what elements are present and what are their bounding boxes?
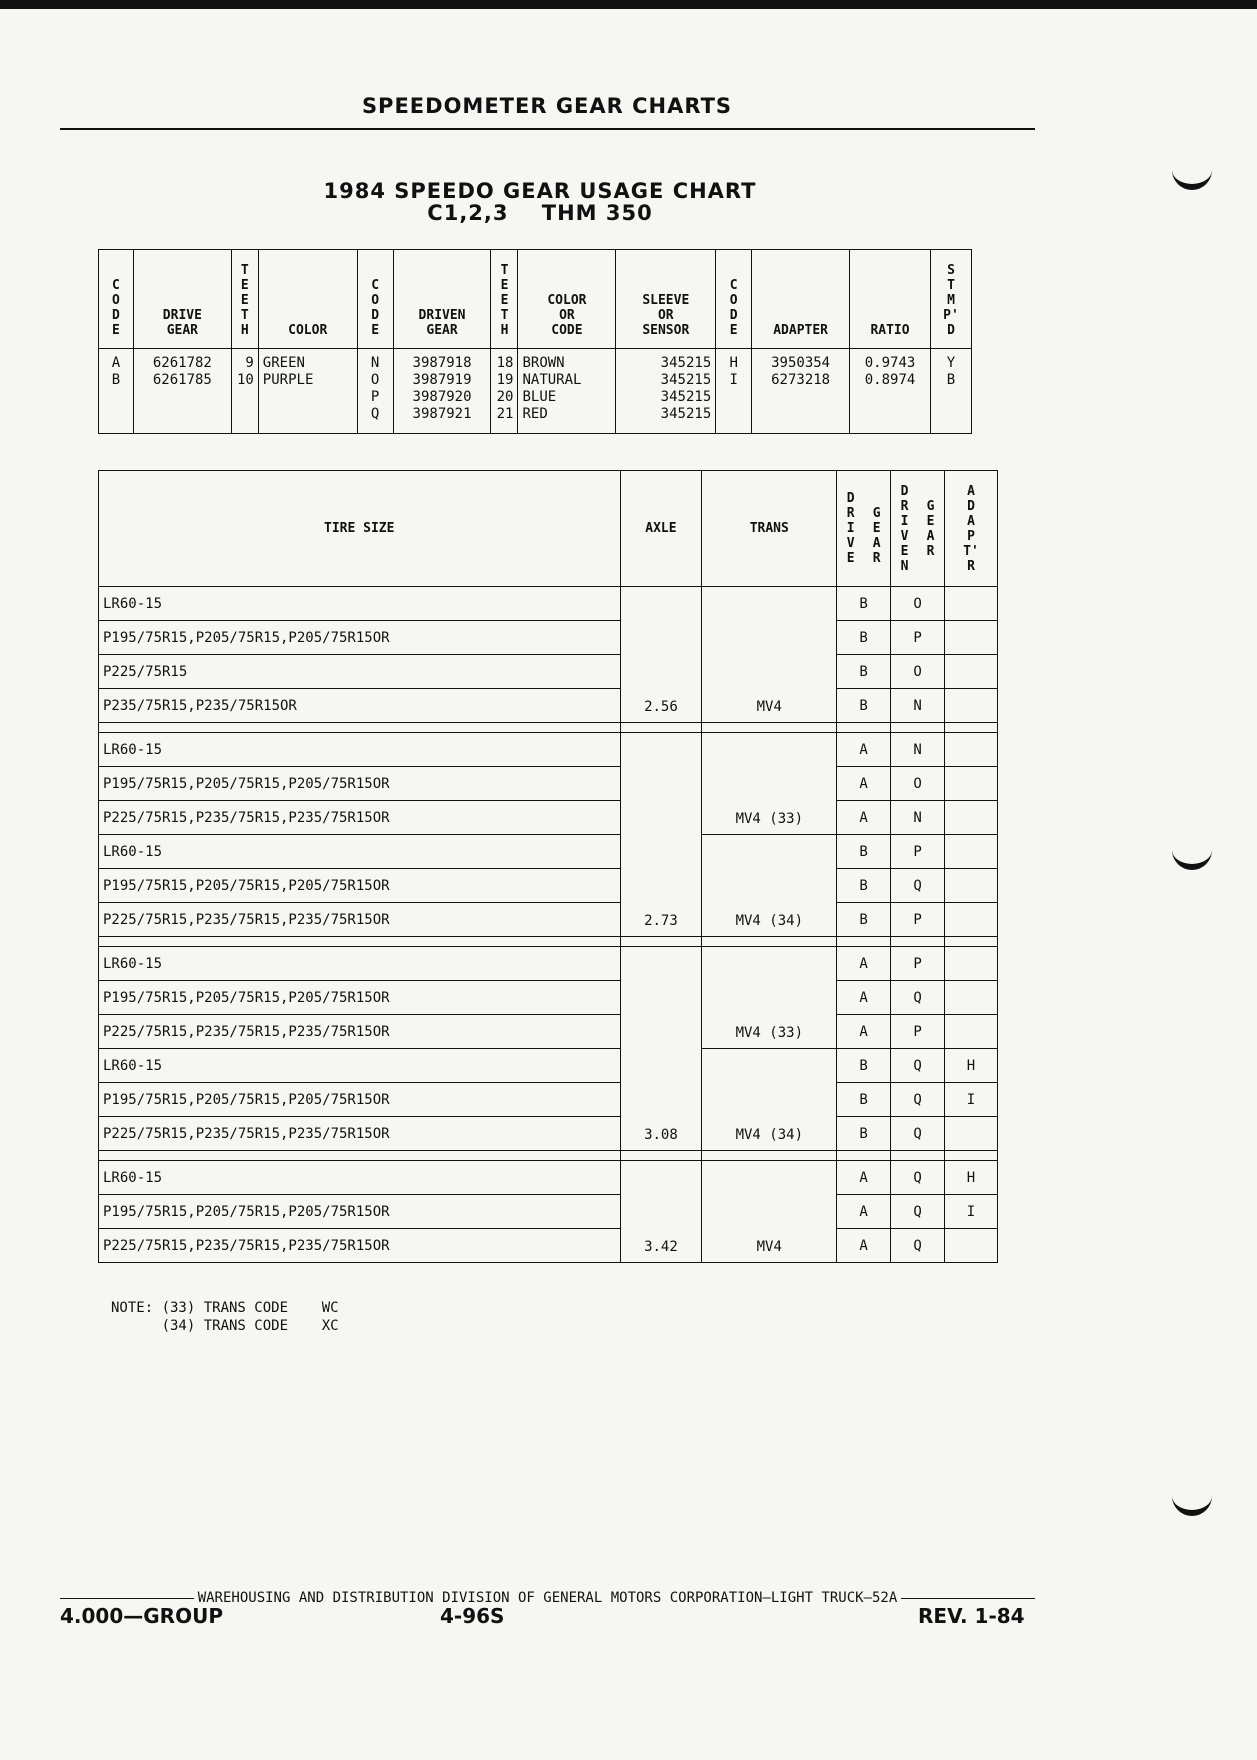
trans-cell: MV4 (34) xyxy=(702,1049,837,1151)
footer-revision: REV. 1-84 xyxy=(918,1604,1025,1628)
tire-size-cell: LR60-15 xyxy=(99,835,621,869)
driven-gear-cell: P xyxy=(891,947,945,981)
drive-gear-cell: B xyxy=(837,835,891,869)
adapter-cell xyxy=(945,947,998,981)
adapter-cell xyxy=(945,1117,998,1151)
header-adapter: ADAPTER xyxy=(752,250,850,349)
drive-gear-cell: B xyxy=(837,1117,891,1151)
tire-size-cell: P195/75R15,P205/75R15,P205/75R15OR xyxy=(99,1083,621,1117)
drive-teeth-cell: 9 10 xyxy=(231,349,258,434)
footer-page-number: 4-96S xyxy=(440,1604,505,1628)
binder-ring-mark xyxy=(1172,1488,1212,1516)
footer-group: 4.000—GROUP xyxy=(60,1604,223,1628)
binder-ring-mark xyxy=(1172,842,1212,870)
driven-gear-cell: Q xyxy=(891,1195,945,1229)
header-driven-gear: DRIVEN GEAR xyxy=(393,250,491,349)
driven-gear-cell: P xyxy=(891,903,945,937)
trans-cell: MV4 xyxy=(702,587,837,723)
header-ratio: RATIO xyxy=(850,250,931,349)
driven-gear-cell: N xyxy=(891,733,945,767)
header-tire-size: TIRE SIZE xyxy=(99,471,621,587)
driven-teeth-cell: 18 19 20 21 xyxy=(491,349,518,434)
table-row xyxy=(99,1083,998,1117)
tire-usage-table xyxy=(98,470,998,1263)
table-row xyxy=(99,587,998,621)
page-title: SPEEDOMETER GEAR CHARTS xyxy=(361,94,733,118)
axle-cell: 2.56 xyxy=(620,587,702,723)
ratios-cell: 0.9743 0.8974 xyxy=(850,349,931,434)
drive-gear-cell: A xyxy=(837,733,891,767)
tire-size-cell: LR60-15 xyxy=(99,1161,621,1195)
header-stmpd: S T M P' D xyxy=(930,250,971,349)
table-row xyxy=(99,1161,998,1195)
adapter-cell xyxy=(945,1229,998,1263)
driven-gear-cell: Q xyxy=(891,1229,945,1263)
drive-gear-cell: B xyxy=(837,1049,891,1083)
header-drive-gear: DRIVE GEAR xyxy=(133,250,231,349)
adapter-cell xyxy=(945,655,998,689)
header-driven-gear-word1: D R I V E N xyxy=(900,483,909,574)
drive-gear-cell: B xyxy=(837,689,891,723)
table-row xyxy=(99,767,998,801)
driven-gear-cell: Q xyxy=(891,1083,945,1117)
tire-size-cell: P225/75R15,P235/75R15,P235/75R15OR xyxy=(99,801,621,835)
tire-size-cell: P225/75R15,P235/75R15,P235/75R15OR xyxy=(99,1015,621,1049)
adapter-cell xyxy=(945,981,998,1015)
driven-gear-cell: O xyxy=(891,655,945,689)
chart-title: 1984 SPEEDO GEAR USAGE CHART xyxy=(323,179,757,203)
tire-size-cell: P195/75R15,P205/75R15,P205/75R15OR xyxy=(99,621,621,655)
header-color-or-code: COLOR OR CODE xyxy=(518,250,616,349)
table-row xyxy=(99,689,998,723)
chart-subtitle: C1,2,3 THM 350 xyxy=(427,201,653,225)
header-driven-gear xyxy=(891,471,945,587)
trans-cell: MV4 (33) xyxy=(702,733,837,835)
drive-gear-cell: A xyxy=(837,801,891,835)
tire-size-cell: P195/75R15,P205/75R15,P205/75R15OR xyxy=(99,981,621,1015)
drive-gear-cell: A xyxy=(837,1161,891,1195)
table-row xyxy=(99,655,998,689)
adapter-cell xyxy=(945,801,998,835)
header-rule xyxy=(60,128,1035,130)
group-spacer xyxy=(99,723,998,733)
driven-gear-cell: P xyxy=(891,621,945,655)
gear-table-header xyxy=(99,250,972,349)
axle-cell: 3.08 xyxy=(620,947,702,1151)
trans-code-note: NOTE: (33) TRANS CODE WC (34) TRANS CODE XC xyxy=(111,1300,339,1334)
tire-size-cell: P225/75R15,P235/75R15,P235/75R15OR xyxy=(99,1229,621,1263)
tire-table-header xyxy=(99,471,998,587)
adapter-cell xyxy=(945,689,998,723)
tire-size-cell: P225/75R15,P235/75R15,P235/75R15OR xyxy=(99,903,621,937)
tire-size-cell: P225/75R15 xyxy=(99,655,621,689)
tire-size-cell: LR60-15 xyxy=(99,587,621,621)
drive-gear-cell: B xyxy=(837,655,891,689)
driven-gear-cell: O xyxy=(891,587,945,621)
header-code: C O D E xyxy=(716,250,752,349)
adapter-cell: H xyxy=(945,1049,998,1083)
sleeves-cell: 345215 345215 345215 345215 xyxy=(616,349,716,434)
driven-gear-cell: P xyxy=(891,835,945,869)
driven-gears-cell: 3987918 3987919 3987920 3987921 xyxy=(393,349,491,434)
header-code: C O D E xyxy=(99,250,134,349)
table-row xyxy=(99,869,998,903)
table-row xyxy=(99,733,998,767)
adapter-codes-cell: H I xyxy=(716,349,752,434)
header-sleeve-or-sensor: SLEEVE OR SENSOR xyxy=(616,250,716,349)
table-row xyxy=(99,1229,998,1263)
tire-size-cell: LR60-15 xyxy=(99,733,621,767)
table-row xyxy=(99,903,998,937)
drive-gear-cell: A xyxy=(837,981,891,1015)
driven-gear-cell: O xyxy=(891,767,945,801)
drive-gear-cell: B xyxy=(837,869,891,903)
driven-gear-cell: Q xyxy=(891,1161,945,1195)
adapters-cell: 3950354 6273218 xyxy=(752,349,850,434)
header-driven-gear-word2: G E A R xyxy=(926,498,935,559)
table-row xyxy=(99,801,998,835)
header-teeth: T E E T H xyxy=(231,250,258,349)
adapter-cell: H xyxy=(945,1161,998,1195)
driven-gear-cell: Q xyxy=(891,869,945,903)
table-row xyxy=(99,1015,998,1049)
header-adapter: A D A P T' R xyxy=(945,471,998,587)
drive-gear-cell: A xyxy=(837,1229,891,1263)
tire-size-cell: P195/75R15,P205/75R15,P205/75R15OR xyxy=(99,869,621,903)
driven-gear-cell: Q xyxy=(891,981,945,1015)
drive-gear-cell: B xyxy=(837,903,891,937)
group-spacer xyxy=(99,1151,998,1161)
table-row xyxy=(99,1117,998,1151)
table-row xyxy=(99,981,998,1015)
drive-colors-cell: GREEN PURPLE xyxy=(258,349,357,434)
adapter-cell xyxy=(945,835,998,869)
driven-gear-cell: N xyxy=(891,801,945,835)
driven-gear-cell: P xyxy=(891,1015,945,1049)
header-code: C O D E xyxy=(357,250,393,349)
adapter-cell xyxy=(945,903,998,937)
drive-gears-cell: 6261782 6261785 xyxy=(133,349,231,434)
table-row xyxy=(99,835,998,869)
driven-codes-cell: N O P Q xyxy=(357,349,393,434)
tire-size-cell: LR60-15 xyxy=(99,947,621,981)
drive-gear-cell: A xyxy=(837,1195,891,1229)
header-axle: AXLE xyxy=(620,471,702,587)
driven-gear-cell: N xyxy=(891,689,945,723)
header-drive-gear-word1: D R I V E xyxy=(846,491,855,566)
drive-gear-cell: B xyxy=(837,1083,891,1117)
top-border xyxy=(0,0,1257,9)
trans-cell: MV4 (33) xyxy=(702,947,837,1049)
adapter-cell xyxy=(945,733,998,767)
header-trans: TRANS xyxy=(702,471,837,587)
header-drive-gear-word2: G E A R xyxy=(872,506,881,566)
tire-size-cell: P195/75R15,P205/75R15,P205/75R15OR xyxy=(99,767,621,801)
driven-colors-cell: BROWN NATURAL BLUE RED xyxy=(518,349,616,434)
trans-cell: MV4 (34) xyxy=(702,835,837,937)
drive-gear-cell: B xyxy=(837,621,891,655)
stmpd-cell: Y B xyxy=(930,349,971,434)
header-drive-gear xyxy=(837,471,891,587)
driven-gear-cell: Q xyxy=(891,1049,945,1083)
axle-cell: 3.42 xyxy=(620,1161,702,1263)
table-row xyxy=(99,621,998,655)
drive-gear-cell: A xyxy=(837,767,891,801)
drive-gear-cell: B xyxy=(837,587,891,621)
tire-size-cell: P195/75R15,P205/75R15,P205/75R15OR xyxy=(99,1195,621,1229)
tire-size-cell: LR60-15 xyxy=(99,1049,621,1083)
adapter-cell: I xyxy=(945,1195,998,1229)
drive-codes-cell: A B xyxy=(99,349,134,434)
axle-cell: 2.73 xyxy=(620,733,702,937)
header-color: COLOR xyxy=(258,250,357,349)
table-row xyxy=(99,1195,998,1229)
gear-table-body xyxy=(99,349,972,434)
trans-cell: MV4 xyxy=(702,1161,837,1263)
adapter-cell: I xyxy=(945,1083,998,1117)
binder-ring-mark xyxy=(1172,162,1212,190)
adapter-cell xyxy=(945,621,998,655)
table-row xyxy=(99,1049,998,1083)
adapter-cell xyxy=(945,869,998,903)
header-teeth: T E E T H xyxy=(491,250,518,349)
gear-spec-table xyxy=(98,249,972,434)
tire-size-cell: P225/75R15,P235/75R15,P235/75R15OR xyxy=(99,1117,621,1151)
adapter-cell xyxy=(945,1015,998,1049)
group-spacer xyxy=(99,937,998,947)
drive-gear-cell: A xyxy=(837,1015,891,1049)
driven-gear-cell: Q xyxy=(891,1117,945,1151)
tire-size-cell: P235/75R15,P235/75R15OR xyxy=(99,689,621,723)
adapter-cell xyxy=(945,767,998,801)
table-row xyxy=(99,947,998,981)
drive-gear-cell: A xyxy=(837,947,891,981)
footer-publisher-text: WAREHOUSING AND DISTRIBUTION DIVISION OF GENERAL MOTORS CORPORATION—LIGHT TRUCK—52A xyxy=(194,1590,902,1606)
adapter-cell xyxy=(945,587,998,621)
